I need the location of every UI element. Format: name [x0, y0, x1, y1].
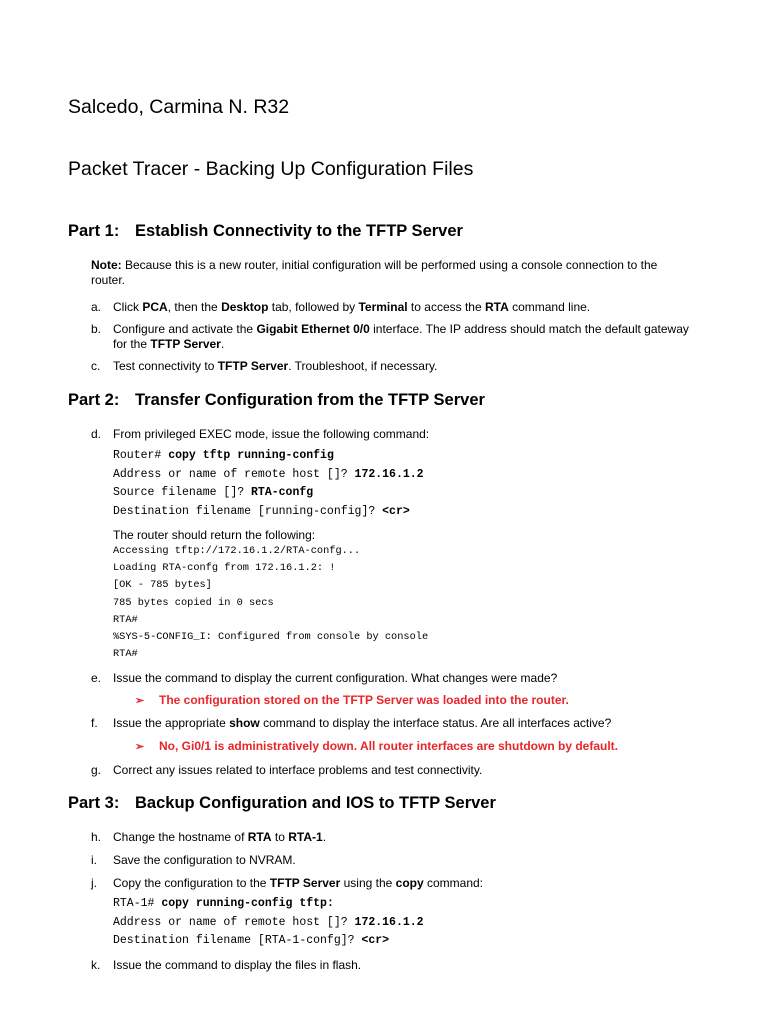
part-1-title: Establish Connectivity to the TFTP Server [135, 222, 463, 240]
part-3-number: Part 3: [68, 794, 120, 812]
part-2-number: Part 2: [68, 391, 120, 409]
part-2-title: Transfer Configuration from the TFTP Server [135, 391, 485, 409]
part-3-heading [68, 794, 496, 813]
cli-command-line: RTA-1# copy running-config tftp: [113, 897, 334, 910]
step-letter: b. [91, 322, 102, 336]
step-text: Save the configuration to NVRAM. [113, 853, 296, 867]
arrow-bullet-icon: ➢ [135, 695, 145, 707]
step-letter: j. [91, 876, 97, 890]
part-3-title: Backup Configuration and IOS to TFTP Server [135, 794, 496, 812]
router-output-line: %SYS-5-CONFIG_I: Configured from console by console [113, 631, 429, 643]
cli-command-line: Destination filename [running-config]? <cr> [113, 505, 410, 518]
step-letter: d. [91, 427, 102, 441]
arrow-bullet-icon: ➢ [135, 741, 145, 753]
router-output-line: [OK - 785 bytes] [113, 579, 212, 591]
part-2-heading [68, 391, 485, 410]
step-letter: i. [91, 853, 97, 867]
router-output-line: Accessing tftp://172.16.1.2/RTA-confg... [113, 545, 361, 557]
answer-text: The configuration stored on the TFTP Server was loaded into the router. [159, 693, 569, 707]
part-1-number: Part 1: [68, 222, 120, 240]
answer-f [135, 739, 695, 755]
step-letter: a. [91, 300, 102, 314]
step-text: Issue the appropriate show command to display the interface status. Are all interfaces active? [113, 716, 612, 730]
step-text: Configure and activate the Gigabit Ethernet 0/0 interface. The IP address should match the default gateway for the TFTP Server. [113, 322, 689, 351]
cli-command-line: Source filename []? RTA-confg [113, 486, 314, 499]
note-label: Note: [91, 258, 122, 272]
step-letter: k. [91, 958, 101, 972]
router-output-line: RTA# [113, 614, 138, 626]
page-title: Packet Tracer - Backing Up Configuration Files [68, 158, 474, 180]
step-letter: h. [91, 830, 102, 844]
step-letter: f. [91, 716, 98, 730]
answer-text: No, Gi0/1 is administratively down. All router interfaces are shutdown by default. [159, 739, 618, 753]
cli-command-line: Address or name of remote host []? 172.16.1.2 [113, 916, 424, 929]
router-return-text: The router should return the following: [113, 528, 316, 542]
step-text: Click PCA, then the Desktop tab, followed by Terminal to access the RTA command line. [113, 300, 591, 314]
step-text: Change the hostname of RTA to RTA-1. [113, 830, 327, 844]
step-text: Issue the command to display the current configuration. What changes were made? [113, 671, 558, 685]
cli-command-line: Destination filename [RTA-1-confg]? <cr> [113, 934, 390, 947]
step-letter: c. [91, 359, 101, 373]
step-text: Test connectivity to TFTP Server. Troubleshoot, if necessary. [113, 359, 438, 373]
author-name: Salcedo, Carmina N. R32 [68, 96, 290, 118]
step-letter: e. [91, 671, 102, 685]
router-output-line: Loading RTA-confg from 172.16.1.2: ! [113, 562, 336, 574]
note-paragraph [91, 258, 691, 288]
cli-command-line: Router# copy tftp running-config [113, 449, 334, 462]
step-text: Copy the configuration to the TFTP Server using the copy command: [113, 876, 484, 890]
step-text: Issue the command to display the files in flash. [113, 958, 362, 972]
router-output-line: 785 bytes copied in 0 secs [113, 597, 274, 609]
step-text: From privileged EXEC mode, issue the following command: [113, 427, 430, 441]
router-output-line: RTA# [113, 648, 138, 660]
step-text: Correct any issues related to interface problems and test connectivity. [113, 763, 483, 777]
part-1-heading [68, 222, 463, 241]
note-text: Because this is a new router, initial configuration will be performed using a console connection to the router. [91, 258, 658, 287]
cli-command-line: Address or name of remote host []? 172.16.1.2 [113, 468, 424, 481]
answer-e [135, 693, 695, 709]
step-letter: g. [91, 763, 102, 777]
